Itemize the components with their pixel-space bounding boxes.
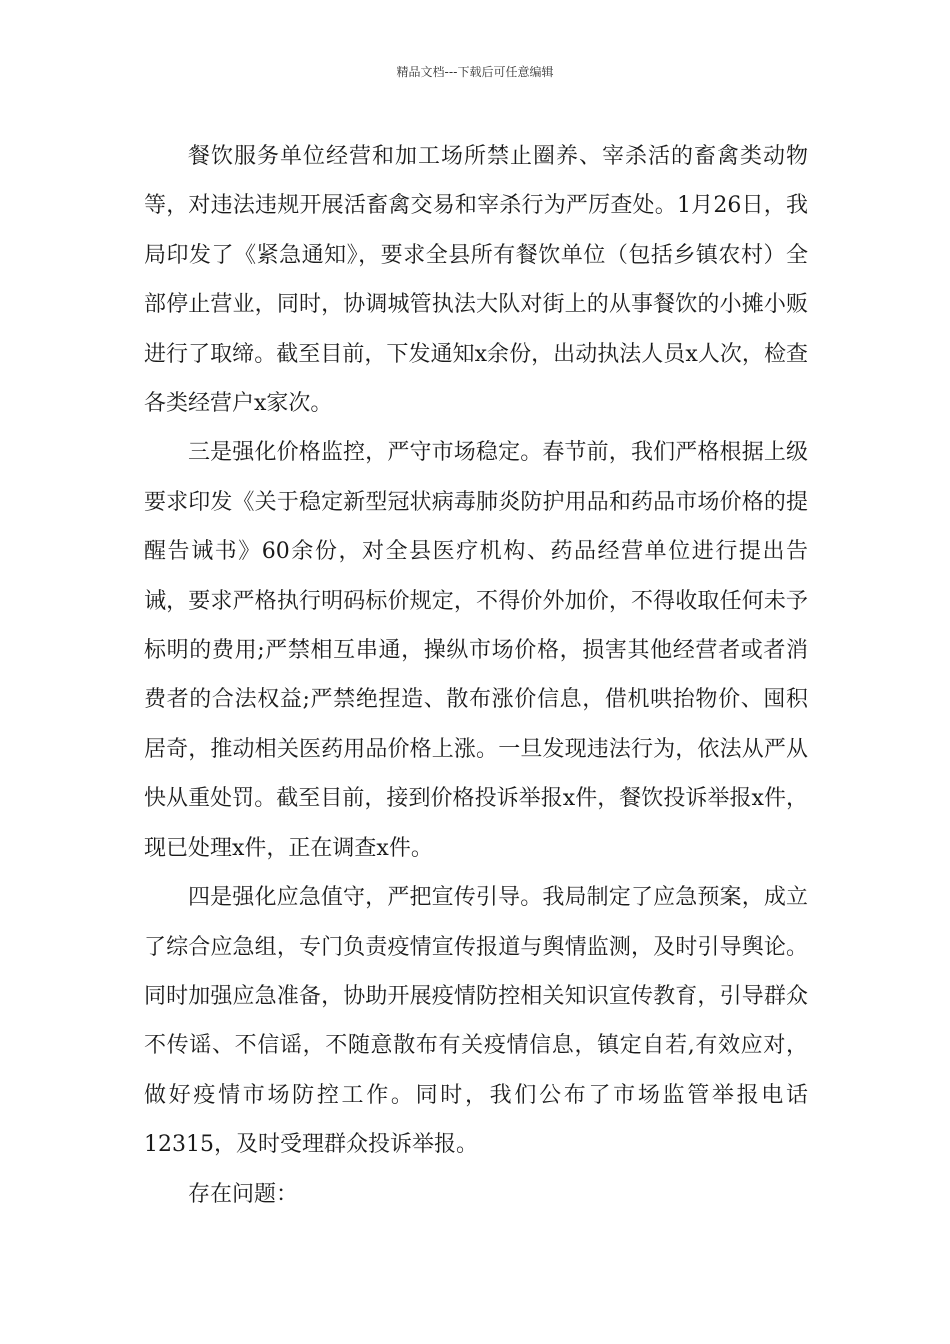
page-header: 精品文档---下载后可任意编辑 <box>396 65 554 79</box>
document-body <box>144 132 808 1219</box>
paragraph-existing-problems: 存在问题： <box>188 1181 299 1207</box>
paragraph-catering-ban: 餐饮服务单位经营和加工场所禁止圈养、宰杀活的畜禽类动物等，对违法违规开展活畜禽交易和宰杀行为严厉查处。1月26日，我局印发了《紧急通知》，要求全县所有餐饮单位（包括乡镇农村）全部停止营业，同时，协调城管执法大队对街上的从事餐饮的小摊小贩进行了取缔。截至目前，下发通知x余份，出动执法人员x人次，检查各类经营户x家次。 <box>144 144 808 417</box>
paragraph-price-monitoring: 三是强化价格监控，严守市场稳定。春节前，我们严格根据上级要求印发《关于稳定新型冠状病毒肺炎防护用品和药品市场价格的提醒告诫书》60余份，对全县医疗机构、药品经营单位进行提出告诫，要求严格执行明码标价规定，不得价外加价，不得收取任何未予标明的费用;严禁相互串通，操纵市场价格，损害其他经营者或者消费者的合法权益;严禁绝捏造、散布涨价信息，借机哄抬物价、囤积居奇，推动相关医药用品价格上涨。一旦发现违法行为，依法从严从快从重处罚。截至目前，接到价格投诉举报x件，餐饮投诉举报x件，现已处理x件，正在调查x件。 <box>144 440 808 861</box>
paragraph-emergency-duty: 四是强化应急值守，严把宣传引导。我局制定了应急预案，成立了综合应急组，专门负责疫情宣传报道与舆情监测，及时引导舆论。同时加强应急准备，协助开展疫情防控相关知识宣传教育，引导群众不传谣、不信谣，不随意散布有关疫情信息，镇定自若,有效应对，做好疫情市场防控工作。同时，我们公布了市场监管举报电话12315，及时受理群众投诉举报。 <box>144 885 808 1158</box>
